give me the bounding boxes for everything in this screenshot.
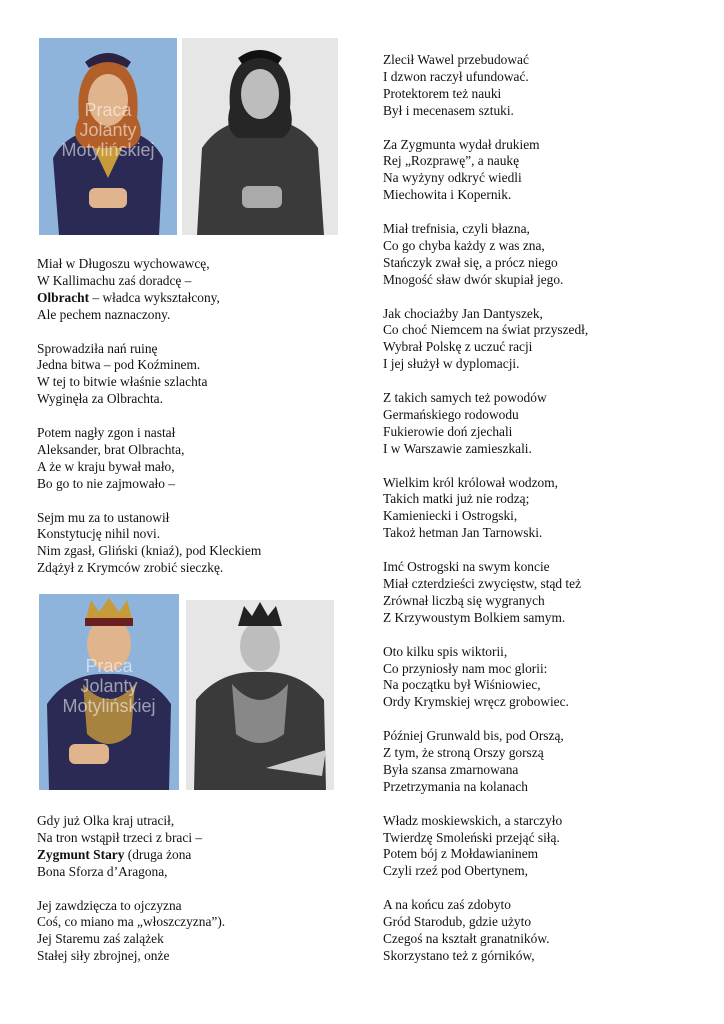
stanza <box>383 728 588 796</box>
verse-line: Był i mecenasem sztuki. <box>383 102 514 118</box>
verse-line-zygmunt: Zygmunt Stary (druga żona <box>37 846 192 862</box>
verse-line: I w Warszawie zamieszkali. <box>383 440 532 456</box>
stanza <box>383 644 588 712</box>
verse-line: Co go chyba każdy z was zna, <box>383 237 545 253</box>
stanza <box>383 221 588 289</box>
verse-line: Władz moskiewskich, a starczyło <box>383 812 563 828</box>
verse-line: Miał w Długoszu wychowawcę, <box>37 256 210 271</box>
verse-line: Protektorem też nauki <box>383 85 502 101</box>
verse-line: Jej Staremu zaś zalążek <box>37 931 164 947</box>
watermark-1 <box>39 100 177 160</box>
verse-line: Aleksander, brat Olbrachta, <box>37 441 185 457</box>
verse-line: Na tron wstąpił trzeci z braci – <box>37 829 203 845</box>
verse-line: Jedna bitwa – pod Koźminem. <box>37 357 201 373</box>
verse-line: Oto kilku spis wiktorii, <box>383 643 508 659</box>
verse-line: Bo go to nie zajmowało – <box>37 475 175 491</box>
verse-line: Fukierowie doń zjechali <box>383 423 513 439</box>
verse-line: Skorzystano też z górników, <box>383 947 535 963</box>
verse-line: Konstytucję nihil novi. <box>37 526 161 542</box>
watermark-line: Praca <box>85 656 133 676</box>
stanza <box>37 510 261 578</box>
verse-line: W Kallimachu zaś doradcę – <box>37 272 192 288</box>
verse-line: Na wyżyny odkryć wiedli <box>383 170 522 186</box>
verse-line: Potem bój z Mołdawianinem <box>383 846 539 862</box>
verse-line: Imć Ostrogski na swym koncie <box>383 559 550 575</box>
watermark-2 <box>39 656 179 716</box>
verse-line: Coś, co miano ma „włoszczyzna”). <box>37 914 226 930</box>
watermark-line: Jolanty <box>80 676 138 696</box>
stanza <box>383 813 588 881</box>
verse-line: Kamieniecki i Ostrogski, <box>383 508 518 524</box>
verse-line: Twierdzę Smoleński przejąć siłą. <box>383 829 560 845</box>
watermark-line: Jolanty <box>79 120 137 140</box>
zygmunt-sketch-image <box>186 600 334 790</box>
verse-line: Sprowadziła nań ruinę <box>37 340 158 356</box>
verse-line: I dzwon raczył ufundować. <box>383 68 529 84</box>
stanza <box>383 306 588 374</box>
stanza <box>37 425 261 493</box>
verse-line: Co przyniosły nam moc glorii: <box>383 660 548 676</box>
stanza <box>37 341 261 409</box>
verse-line: Przetrzymania na kolanach <box>383 778 528 794</box>
verse-line: Z Krzywoustym Bolkiem samym. <box>383 609 566 625</box>
verse-line: Co choć Niemcem na świat przyszedł, <box>383 322 589 338</box>
verse-line: Stańczyk zwał się, a prócz niego <box>383 254 558 270</box>
verse-line: Nim zgasł, Gliński (kniaź), pod Kleckiem <box>37 543 262 559</box>
verse-line: Później Grunwald bis, pod Orszą, <box>383 728 564 744</box>
verse-line: W tej to bitwie właśnie szlachta <box>37 374 208 390</box>
verse-line: Zdążył z Krymców zrobić sieczkę. <box>37 560 224 576</box>
left-text-block-2 <box>37 813 225 982</box>
stanza <box>383 559 588 627</box>
verse-line: Takoż hetman Jan Tarnowski. <box>383 525 543 541</box>
verse-line: Była szansa zmarnowana <box>383 761 519 777</box>
stanza <box>383 897 588 965</box>
verse-line: Mnogość sław dwór skupiał jego. <box>383 271 564 287</box>
stanza <box>383 475 588 543</box>
verse-line: Miechowita i Kopernik. <box>383 187 512 203</box>
verse-line: Miał czterdzieści zwycięstw, stąd też <box>383 576 582 591</box>
olbracht-color-portrait <box>39 38 177 235</box>
stanza <box>37 813 225 881</box>
olbracht-sketch-image <box>182 38 338 235</box>
verse-line: A na końcu zaś zdobyto <box>383 897 511 913</box>
right-text-column <box>383 52 588 982</box>
left-text-block-1 <box>37 256 261 594</box>
stanza <box>383 52 588 120</box>
verse-line: Germańskiego rodowodu <box>383 406 519 422</box>
verse-line: Jak chociażby Jan Dantyszek, <box>383 305 543 321</box>
verse-line: Miał trefnisia, czyli błazna, <box>383 221 530 237</box>
verse-line: Jej zawdzięcza to ojczyzna <box>37 897 182 913</box>
stanza <box>37 256 261 324</box>
verse-line: Z tym, że stroną Orszy gorszą <box>383 745 544 761</box>
stanza <box>383 137 588 205</box>
verse-line: Gdy już Olka kraj utracił, <box>37 813 175 828</box>
verse-line: Bona Sforza d’Aragona, <box>37 863 168 879</box>
verse-line: Ale pechem naznaczony. <box>37 306 171 322</box>
watermark-line: Motylińskiej <box>62 696 156 716</box>
verse-line: A że w kraju bywał mało, <box>37 458 175 474</box>
verse-line: I jej służył w dyplomacji. <box>383 356 520 372</box>
stanza <box>37 898 225 966</box>
verse-line: Wybrał Polskę z uczuć racji <box>383 339 533 355</box>
verse-line: Takich matki już nie rodzą; <box>383 491 530 507</box>
verse-line: Stałej siły zbrojnej, onże <box>37 948 170 964</box>
zygmunt-color-portrait <box>39 594 179 790</box>
verse-line: Potem nagły zgon i nastał <box>37 425 176 441</box>
verse-line: Czegoś na kształt granatników. <box>383 930 550 946</box>
verse-line: Z takich samych też powodów <box>383 390 547 406</box>
verse-line: Na początku był Wiśniowiec, <box>383 677 541 693</box>
stanza <box>383 390 588 458</box>
verse-line: Gród Starodub, gdzie użyto <box>383 914 532 930</box>
verse-line: Sejm mu za to ustanowił <box>37 509 170 525</box>
watermark-line: Motylińskiej <box>61 140 155 160</box>
verse-line-olbracht: Olbracht – władca wykształcony, <box>37 289 220 305</box>
verse-line: Za Zygmunta wydał drukiem <box>383 136 540 152</box>
verse-line: Wyginęła za Olbrachta. <box>37 391 163 407</box>
verse-line: Czyli rzeź pod Obertynem, <box>383 863 529 879</box>
verse-line: Ordy Krymskiej wręcz grobowiec. <box>383 694 569 710</box>
verse-line: Rej „Rozprawę”, a naukę <box>383 153 520 169</box>
zygmunt-sketch-portrait <box>186 600 334 790</box>
watermark-line: Praca <box>84 100 132 120</box>
verse-line: Zlecił Wawel przebudować <box>383 52 529 67</box>
verse-line: Wielkim król królował wodzom, <box>383 474 558 490</box>
verse-line: Zrównał liczbą się wygranych <box>383 592 545 608</box>
olbracht-sketch-portrait <box>182 38 338 235</box>
